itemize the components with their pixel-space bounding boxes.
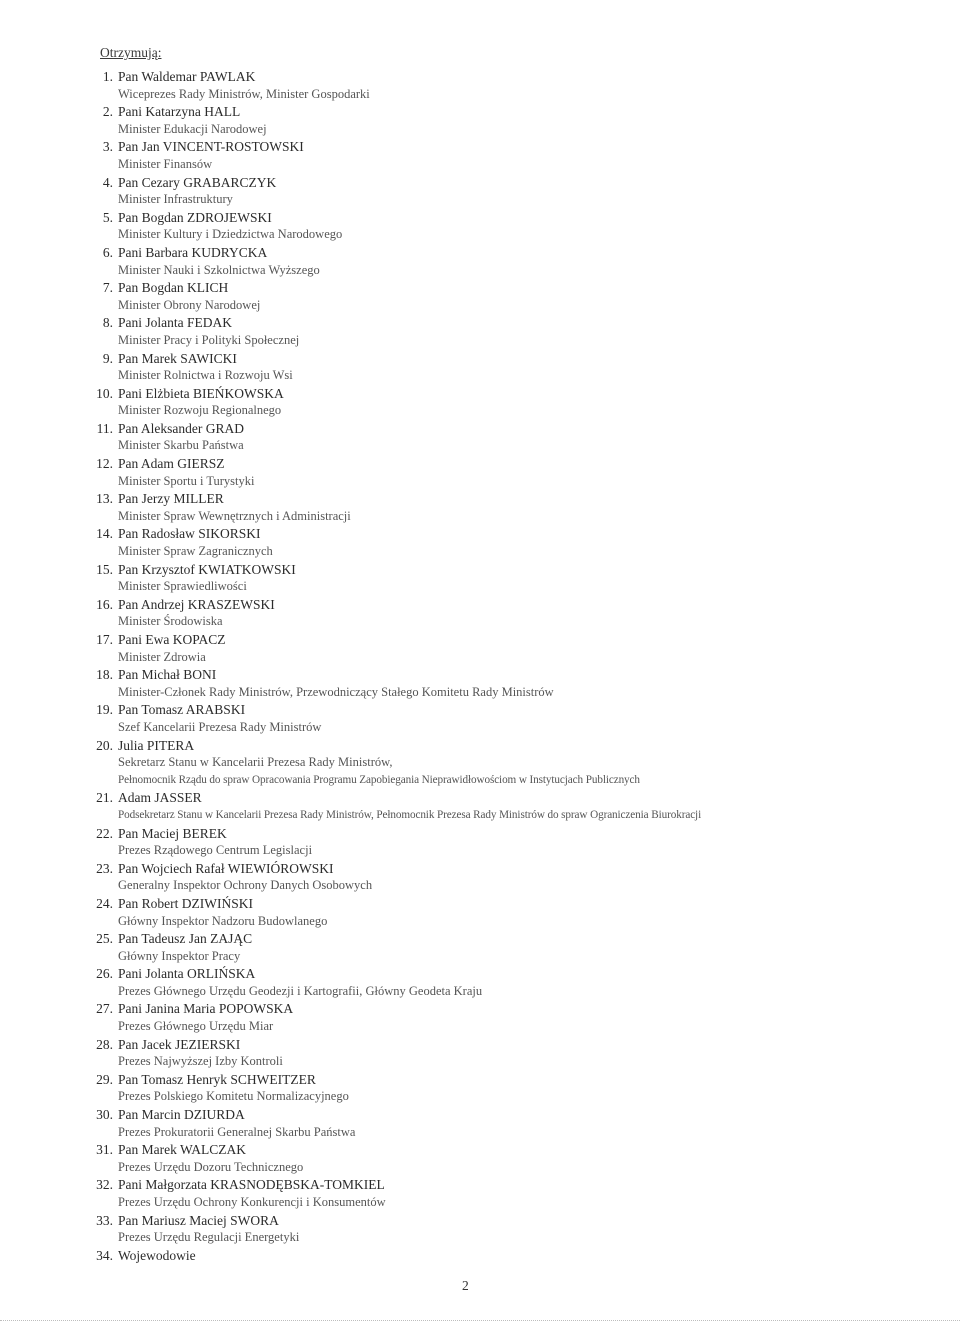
recipient-role: Minister Zdrowia bbox=[118, 649, 206, 664]
recipient-entry bbox=[88, 490, 868, 525]
recipient-number: 1. bbox=[102, 69, 113, 84]
recipient-number: 9. bbox=[102, 350, 113, 366]
recipient-role: Sekretarz Stanu w Kancelarii Prezesa Rady Ministrów, bbox=[118, 755, 393, 770]
recipient-name-line bbox=[88, 279, 868, 297]
recipient-name: Pan Radosław SIKORSKI bbox=[118, 526, 261, 542]
recipient-number: 24. bbox=[96, 895, 113, 911]
recipient-name-line bbox=[88, 1176, 868, 1194]
recipient-name-line bbox=[88, 701, 868, 719]
recipient-entry bbox=[88, 737, 868, 790]
recipient-name: Pan Michał BONI bbox=[118, 667, 217, 683]
recipient-number: 16. bbox=[96, 596, 113, 612]
recipient-role: Podsekretarz Stanu w Kancelarii Prezesa Rady Ministrów, Pełnomocnik Prezesa Rady Ministrów do spraw Ograniczenia Biurokracji bbox=[118, 808, 702, 821]
recipient-list bbox=[88, 68, 868, 1264]
recipient-entry bbox=[88, 244, 868, 279]
recipient-number: 19. bbox=[96, 702, 113, 718]
recipient-entry bbox=[88, 1000, 868, 1035]
recipient-number: 23. bbox=[96, 860, 113, 876]
recipient-role: Prezes Rządowego Centrum Legislacji bbox=[118, 843, 313, 858]
recipient-number: 4. bbox=[102, 174, 113, 190]
recipient-role: Pełnomocnik Rządu do spraw Opracowania Programu Zapobiegania Nieprawidłowościom w Instytucjach Publicznych bbox=[118, 773, 640, 786]
recipient-name: Pani Janina Maria POPOWSKA bbox=[118, 1001, 294, 1017]
recipient-number: 32. bbox=[96, 1177, 113, 1193]
recipient-role: Główny Inspektor Pracy bbox=[118, 948, 241, 963]
recipient-name: Pan Jerzy MILLER bbox=[118, 491, 224, 507]
recipient-role: Prezes Urzędu Regulacji Energetyki bbox=[118, 1230, 300, 1245]
recipient-entry bbox=[88, 1212, 868, 1247]
recipient-role: Prezes Głównego Urzędu Miar bbox=[118, 1019, 274, 1034]
recipient-number: 25. bbox=[96, 931, 113, 947]
recipient-name-line bbox=[88, 314, 868, 332]
recipient-entry bbox=[88, 860, 868, 895]
recipient-entry bbox=[88, 1036, 868, 1071]
recipient-name-line bbox=[88, 631, 868, 649]
recipient-entry bbox=[88, 350, 868, 385]
recipient-entry bbox=[88, 789, 868, 824]
recipient-role: Minister-Członek Rady Ministrów, Przewodniczący Stałego Komitetu Rady Ministrów bbox=[118, 684, 554, 699]
recipient-role: Wiceprezes Rady Ministrów, Minister Gospodarki bbox=[118, 86, 370, 101]
recipient-entry bbox=[88, 965, 868, 1000]
recipient-name: Pan Jan VINCENT-ROSTOWSKI bbox=[118, 139, 304, 155]
recipient-name-line bbox=[88, 1141, 868, 1159]
recipient-number: 8. bbox=[102, 315, 113, 331]
recipient-role: Minister Infrastruktury bbox=[118, 192, 233, 207]
recipient-role: Prezes Polskiego Komitetu Normalizacyjnego bbox=[118, 1089, 349, 1104]
recipient-number: 12. bbox=[96, 456, 113, 472]
recipient-role: Minister Obrony Narodowej bbox=[118, 297, 261, 312]
recipient-number: 18. bbox=[96, 667, 113, 683]
recipient-role: Minister Sprawiedliwości bbox=[118, 579, 247, 594]
recipient-role: Minister Rozwoju Regionalnego bbox=[118, 403, 282, 418]
recipient-number: 29. bbox=[96, 1071, 113, 1087]
recipient-name: Pan Marek SAWICKI bbox=[118, 350, 237, 366]
recipient-name-line bbox=[88, 1212, 868, 1230]
recipient-name-line bbox=[88, 350, 868, 368]
recipient-name-line bbox=[88, 561, 868, 579]
recipient-entry bbox=[88, 279, 868, 314]
recipient-entry bbox=[88, 561, 868, 596]
recipient-name-line bbox=[88, 138, 868, 156]
recipient-number: 7. bbox=[102, 280, 113, 296]
recipient-name: Pan Cezary GRABARCZYK bbox=[118, 174, 277, 190]
recipient-role: Minister Edukacji Narodowej bbox=[118, 121, 267, 136]
recipient-entry bbox=[88, 825, 868, 860]
recipient-name-line bbox=[88, 825, 868, 843]
recipient-entry bbox=[88, 420, 868, 455]
recipient-number: 28. bbox=[96, 1036, 113, 1052]
recipient-number: 2. bbox=[102, 104, 113, 120]
recipient-number: 20. bbox=[96, 737, 113, 753]
recipient-number: 6. bbox=[102, 244, 113, 260]
recipient-number: 5. bbox=[102, 209, 113, 225]
recipient-name-line bbox=[88, 244, 868, 262]
recipient-role: Szef Kancelarii Prezesa Rady Ministrów bbox=[118, 719, 322, 734]
recipient-name: Pani Małgorzata KRASNODĘBSKA-TOMKIEL bbox=[118, 1177, 385, 1193]
recipient-name-line bbox=[88, 174, 868, 192]
recipient-number: 15. bbox=[96, 561, 113, 577]
recipient-entry bbox=[88, 68, 868, 103]
recipient-role: Minister Spraw Wewnętrznych i Administracji bbox=[118, 508, 351, 523]
recipient-role: Minister Pracy i Polityki Społecznej bbox=[118, 332, 300, 347]
recipient-role: Minister Nauki i Szkolnictwa Wyższego bbox=[118, 262, 320, 277]
recipient-name-line bbox=[88, 930, 868, 948]
recipient-name-line bbox=[88, 1247, 868, 1265]
recipient-name: Pan Marek WALCZAK bbox=[118, 1142, 246, 1158]
recipient-entry bbox=[88, 385, 868, 420]
recipient-name-line bbox=[88, 1000, 868, 1018]
recipient-number: 13. bbox=[96, 491, 113, 507]
recipient-number: 26. bbox=[96, 966, 113, 982]
recipient-name-line bbox=[88, 596, 868, 614]
recipient-name-line bbox=[88, 1036, 868, 1054]
recipient-entry bbox=[88, 455, 868, 490]
recipient-name: Pan Jacek JEZIERSKI bbox=[118, 1036, 241, 1052]
recipient-entry bbox=[88, 525, 868, 560]
recipient-name: Pan Wojciech Rafał WIEWIÓROWSKI bbox=[118, 860, 334, 876]
recipient-entry bbox=[88, 174, 868, 209]
recipient-number: 33. bbox=[96, 1212, 113, 1228]
recipient-name: Pan Robert DZIWIŃSKI bbox=[118, 895, 253, 911]
recipient-number: 3. bbox=[102, 139, 113, 155]
recipient-entry bbox=[88, 1247, 868, 1265]
recipient-number: 21. bbox=[96, 790, 113, 806]
recipient-name-line bbox=[88, 965, 868, 983]
recipient-name: Pan Maciej BEREK bbox=[118, 825, 227, 841]
recipient-name: Wojewodowie bbox=[118, 1247, 196, 1263]
recipient-name: Pan Waldemar PAWLAK bbox=[118, 69, 256, 84]
recipient-entry bbox=[88, 1071, 868, 1106]
recipient-name: Pan Bogdan ZDROJEWSKI bbox=[118, 209, 272, 225]
recipient-name: Pan Tomasz ARABSKI bbox=[118, 702, 246, 718]
recipient-name-line bbox=[88, 490, 868, 508]
footer-dotted-line bbox=[0, 1320, 960, 1321]
recipient-number: 31. bbox=[96, 1142, 113, 1158]
recipient-name-line bbox=[88, 789, 868, 807]
recipient-name-line bbox=[88, 455, 868, 473]
recipients-heading: Otrzymują: bbox=[100, 45, 162, 60]
recipient-entry bbox=[88, 1141, 868, 1176]
recipient-name-line bbox=[88, 209, 868, 227]
page-number: 2 bbox=[462, 1278, 469, 1293]
recipient-name: Pan Andrzej KRASZEWSKI bbox=[118, 596, 275, 612]
recipient-name: Pan Mariusz Maciej SWORA bbox=[118, 1212, 279, 1228]
recipient-name-line bbox=[88, 1106, 868, 1124]
recipient-name: Pan Tomasz Henryk SCHWEITZER bbox=[118, 1071, 316, 1087]
recipient-name-line bbox=[88, 525, 868, 543]
recipient-entry bbox=[88, 138, 868, 173]
recipient-role: Minister Kultury i Dziedzictwa Narodowego bbox=[118, 227, 343, 242]
recipient-role: Minister Spraw Zagranicznych bbox=[118, 544, 273, 559]
recipient-name: Pan Adam GIERSZ bbox=[118, 456, 225, 472]
recipient-name-line bbox=[88, 666, 868, 684]
recipient-role: Minister Finansów bbox=[118, 156, 213, 171]
recipient-number: 14. bbox=[96, 526, 113, 542]
recipient-role: Prezes Urzędu Dozoru Technicznego bbox=[118, 1159, 304, 1174]
recipient-entry bbox=[88, 930, 868, 965]
recipient-entry bbox=[88, 701, 868, 736]
recipient-entry bbox=[88, 895, 868, 930]
recipient-role: Minister Sportu i Turystyki bbox=[118, 473, 255, 488]
recipient-name: Pani Katarzyna HALL bbox=[118, 104, 241, 120]
recipient-entry bbox=[88, 1106, 868, 1141]
recipient-name-line bbox=[88, 860, 868, 878]
recipient-role: Prezes Najwyższej Izby Kontroli bbox=[118, 1054, 283, 1069]
recipient-entry bbox=[88, 209, 868, 244]
recipient-name: Pan Bogdan KLICH bbox=[118, 280, 229, 296]
recipient-number: 22. bbox=[96, 825, 113, 841]
recipient-name: Pani Barbara KUDRYCKA bbox=[118, 244, 268, 260]
recipient-name-line bbox=[88, 103, 868, 121]
recipient-name-line bbox=[88, 895, 868, 913]
recipient-name: Pan Marcin DZIURDA bbox=[118, 1107, 245, 1123]
recipient-role: Główny Inspektor Nadzoru Budowlanego bbox=[118, 913, 328, 928]
recipient-name-line bbox=[88, 68, 868, 86]
recipient-entry bbox=[88, 631, 868, 666]
recipient-entry bbox=[88, 314, 868, 349]
recipient-name: Julia PITERA bbox=[118, 737, 195, 753]
recipient-name-line bbox=[88, 420, 868, 438]
recipient-name-line bbox=[88, 385, 868, 403]
recipient-entry bbox=[88, 666, 868, 701]
recipient-name: Pan Krzysztof KWIATKOWSKI bbox=[118, 561, 296, 577]
recipient-role: Generalny Inspektor Ochrony Danych Osobowych bbox=[118, 878, 373, 893]
recipient-number: 17. bbox=[96, 632, 113, 647]
recipient-entry bbox=[88, 103, 868, 138]
recipient-number: 11. bbox=[96, 420, 113, 436]
recipient-role: Prezes Głównego Urzędu Geodezji i Kartografii, Główny Geodeta Kraju bbox=[118, 983, 483, 998]
recipient-number: 10. bbox=[96, 385, 113, 401]
recipient-role: Minister Skarbu Państwa bbox=[118, 438, 244, 453]
recipient-name: Pani Elżbieta BIEŃKOWSKA bbox=[118, 385, 284, 401]
recipient-number: 34. bbox=[96, 1247, 113, 1263]
recipient-number: 27. bbox=[96, 1001, 113, 1017]
recipient-name-line bbox=[88, 737, 868, 755]
recipient-role: Minister Środowiska bbox=[118, 614, 223, 629]
recipient-role: Minister Rolnictwa i Rozwoju Wsi bbox=[118, 368, 293, 383]
recipient-name: Pani Jolanta ORLIŃSKA bbox=[118, 966, 256, 982]
recipient-name: Pani Ewa KOPACZ bbox=[118, 632, 226, 647]
recipient-name: Adam JASSER bbox=[118, 790, 202, 806]
recipient-role: Prezes Urzędu Ochrony Konkurencji i Konsumentów bbox=[118, 1195, 386, 1209]
recipient-entry bbox=[88, 1176, 868, 1211]
recipient-name-line bbox=[88, 1071, 868, 1089]
recipient-role: Prezes Prokuratorii Generalnej Skarbu Państwa bbox=[118, 1124, 356, 1139]
recipient-entry bbox=[88, 596, 868, 631]
recipient-name: Pan Aleksander GRAD bbox=[118, 420, 244, 436]
recipient-name: Pan Tadeusz Jan ZAJĄC bbox=[118, 931, 253, 947]
recipient-name: Pani Jolanta FEDAK bbox=[118, 315, 232, 331]
recipient-number: 30. bbox=[96, 1107, 113, 1123]
